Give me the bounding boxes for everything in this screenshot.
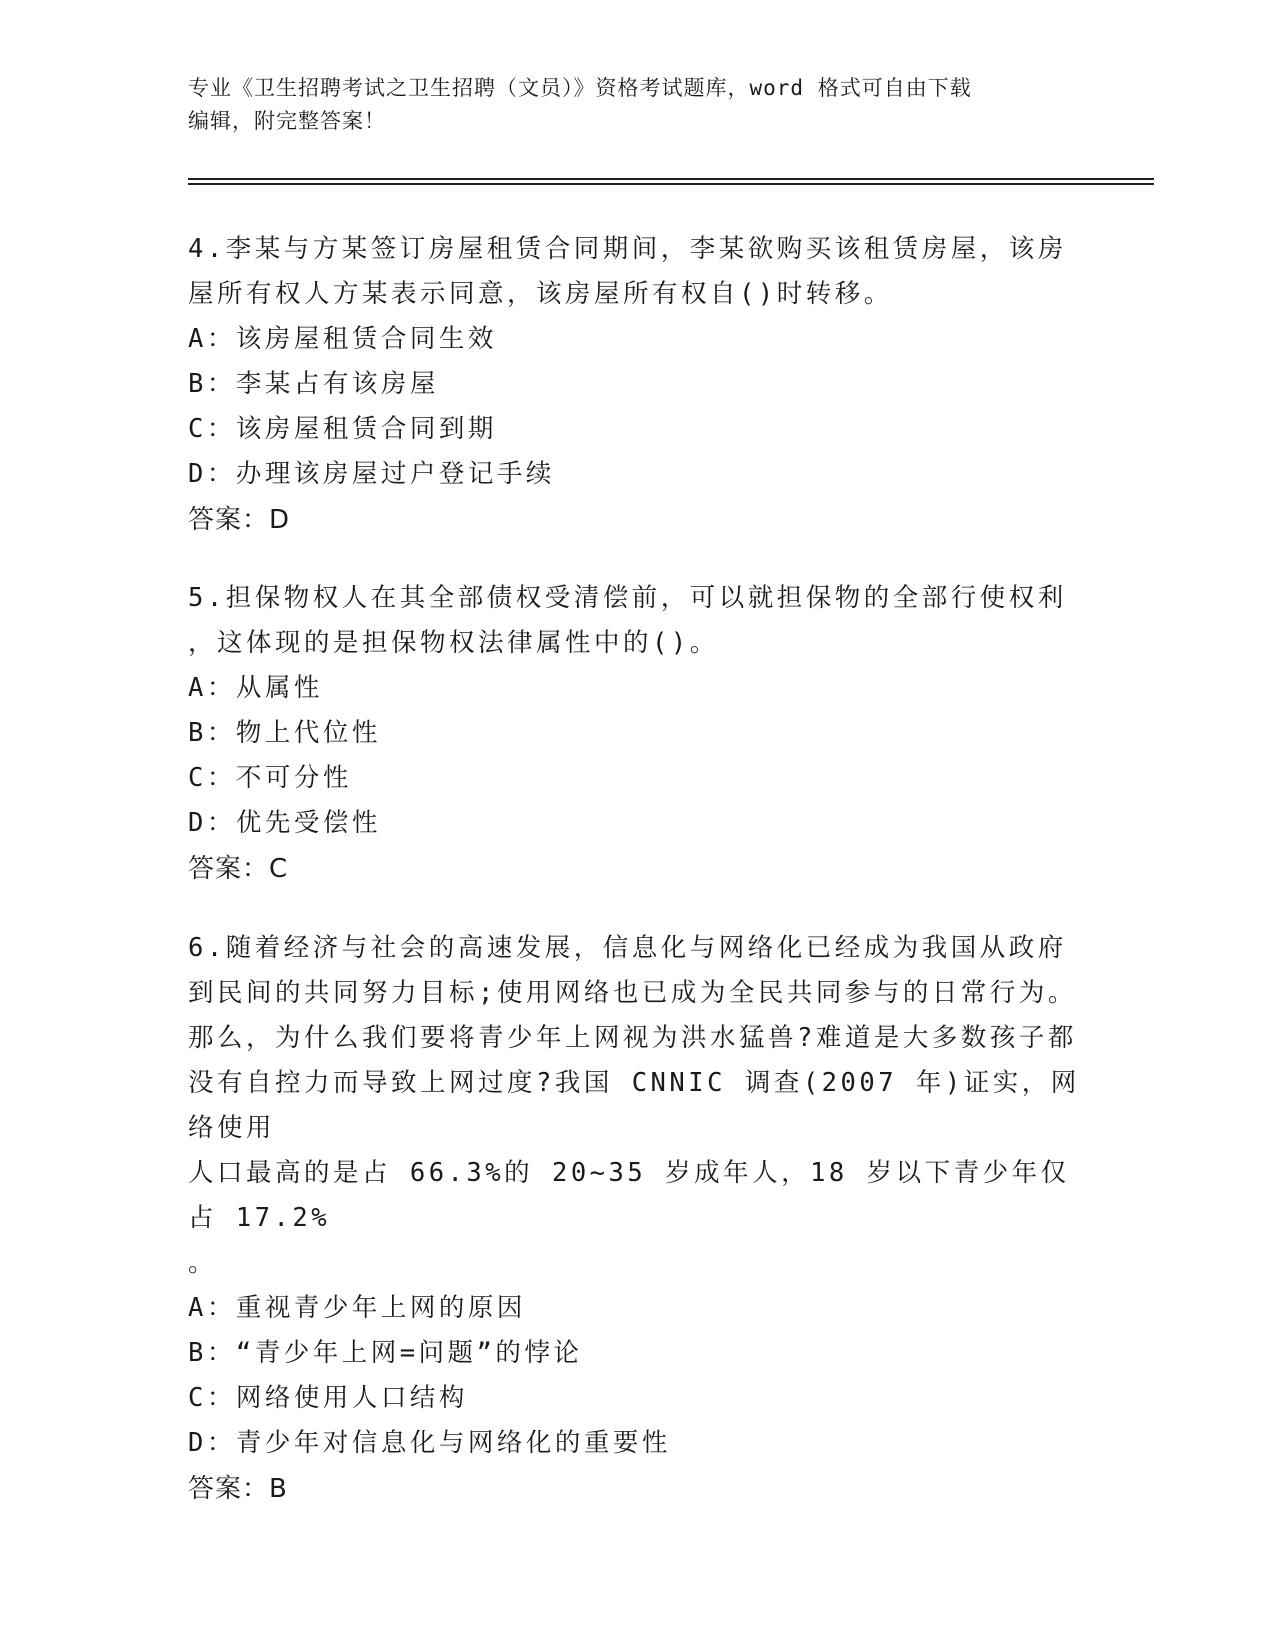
answer-label: 答案：C <box>188 854 289 884</box>
option-a: A：从属性 <box>188 673 323 703</box>
option-d: D：青少年对信息化与网络化的重要性 <box>188 1428 671 1458</box>
option-a: A：该房屋租赁合同生效 <box>188 324 497 354</box>
stem-line: 到民间的共同努力目标;使用网络也已成为全民共同参与的日常行为。 <box>188 978 1077 1008</box>
header-line-1: 专业《卫生招聘考试之卫生招聘（文员）》资格考试题库，word 格式可自由下载 <box>188 76 972 100</box>
option-c: C：网络使用人口结构 <box>188 1383 468 1413</box>
header-divider-top <box>188 178 1154 180</box>
stem-line: 没有自控力而导致上网过度?我国 CNNIC 调查(2007 年)证实，网络使用 <box>188 1068 1080 1143</box>
question-stem <box>188 576 1088 666</box>
question-stem <box>188 926 1088 1286</box>
header-divider-bottom <box>188 183 1154 185</box>
option-c: C：不可分性 <box>188 763 352 793</box>
answer-label: 答案：D <box>188 505 291 535</box>
stem-line: 4.李某与方某签订房屋租赁合同期间，李某欲购买该租赁房屋，该房 <box>188 234 1067 264</box>
stem-line: 6.随着经济与社会的高速发展，信息化与网络化已经成为我国从政府 <box>188 933 1067 963</box>
question-6 <box>188 926 1088 1512</box>
stem-line: 那么，为什么我们要将青少年上网视为洪水猛兽?难道是大多数孩子都 <box>188 1023 1077 1053</box>
question-5 <box>188 576 1088 892</box>
document-header <box>188 72 1088 138</box>
option-c: C：该房屋租赁合同到期 <box>188 414 497 444</box>
option-b: B：“青少年上网=问题”的悖论 <box>188 1338 583 1368</box>
stem-line: 人口最高的是占 66.3%的 20~35 岁成年人，18 岁以下青少年仅占 17.2% <box>188 1158 1070 1233</box>
question-4 <box>188 227 1088 543</box>
option-b: B：物上代位性 <box>188 718 381 748</box>
question-stem <box>188 227 1088 317</box>
stem-line: ，这体现的是担保物权法律属性中的()。 <box>188 628 719 658</box>
header-line-2: 编辑，附完整答案！ <box>188 109 386 133</box>
stem-line: 。 <box>188 1248 218 1278</box>
stem-line: 5.担保物权人在其全部债权受清偿前，可以就担保物的全部行使权利 <box>188 583 1067 613</box>
option-b: B：李某占有该房屋 <box>188 369 439 399</box>
option-d: D：办理该房屋过户登记手续 <box>188 459 555 489</box>
answer-label: 答案：B <box>188 1474 288 1504</box>
stem-line: 屋所有权人方某表示同意，该房屋所有权自()时转移。 <box>188 279 893 309</box>
option-a: A：重视青少年上网的原因 <box>188 1293 526 1323</box>
option-d: D：优先受偿性 <box>188 808 381 838</box>
